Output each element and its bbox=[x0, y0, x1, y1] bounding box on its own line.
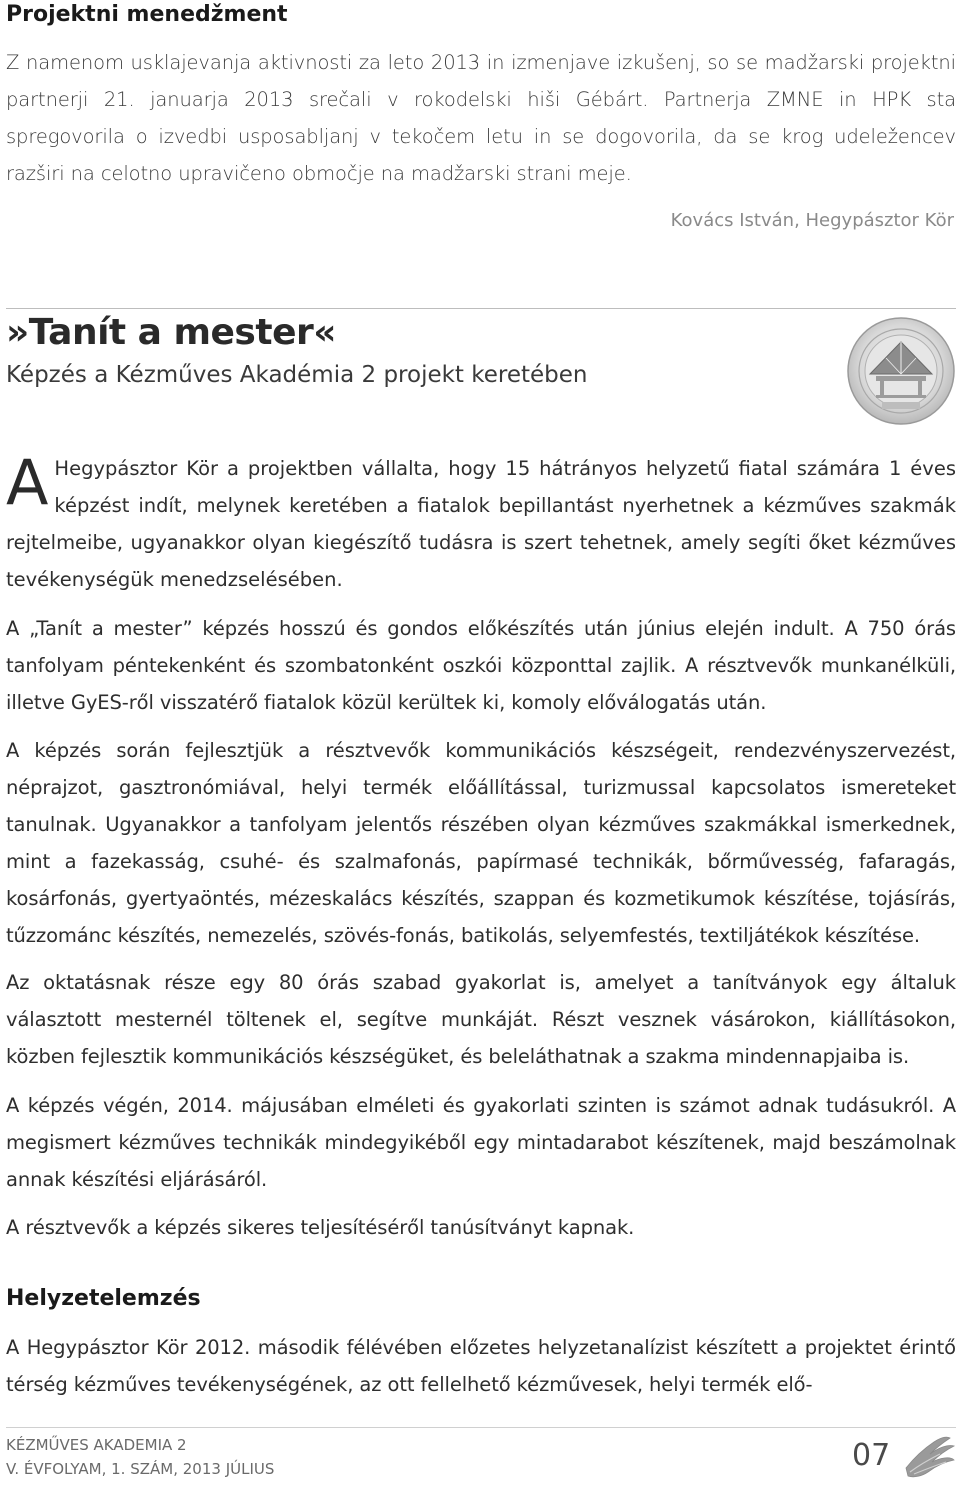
article-intro bbox=[6, 446, 956, 598]
section3-paragraph: A Hegypásztor Kör 2012. második félévében előzetes helyzetanalízist készített a projektet érintő térség kézműves tevékenységének, az ott fellelhető kézművesek, helyi termék elő- bbox=[6, 1336, 956, 1396]
footer-publication-name: KÉZMŰVES AKADEMIA 2 bbox=[6, 1436, 187, 1454]
footer-publication-info bbox=[6, 1433, 274, 1481]
footer-issue: V. ÉVFOLYAM, 1. SZÁM, 2013 JÚLIUS bbox=[6, 1460, 275, 1478]
article-paragraph-3: Az oktatásnak része egy 80 órás szabad gyakorlat is, amelyet a tanítványok egy általuk választott mesternél töltenek el, segítve munkáját. Részt vesznek vásárokon, kiállításokon, közben fejlesztik kommunikációs készségüket, és beleláthatnak a szakma mindennapjaiba is. bbox=[6, 971, 956, 1068]
page-number: 07 bbox=[852, 1438, 891, 1473]
article-title: »Tanít a mester« bbox=[6, 312, 336, 353]
author-credit: Kovács István, Hegypásztor Kör bbox=[670, 210, 954, 231]
dropcap-letter: A bbox=[6, 446, 49, 519]
section1-paragraph: Z namenom usklajevanja aktivnosti za leto 2013 in izmenjave izkušenj, so se madžarski projektni partnerji 21. januarja 2013 srečali v rokodelski hiši Gébárt. Partnerja ZMNE in HPK sta spregovorila o izvedbi usposabljanj v tekočem letu in se dogovorila, da se krog udeležencev razširi na celotno upravičeno območje na madžarski strani meje. bbox=[6, 51, 956, 185]
article-paragraph-2: A képzés során fejlesztjük a résztvevők kommunikációs készségeit, rendezvényszervezést, néprajzot, gasztronómiával, helyi termék előállítással, turizmussal kapcsolatos ismereteket tanulnak. Ugyanakkor a tanfolyam jelentős részében olyan kézműves szakmákkal ismerkednek, mint a fazekasság, csuhé- és szalmafonás, papírmasé technikák, bőrművesség, fafaragás, kosárfonás, gyertyaöntés, mézeskalács készítés, szappan és kozmetikumok készítése, tojásírás, tűzzománc készítés, nemezelés, szövés-fonás, batikolás, selyemfestés, textiljátékok készítése. bbox=[6, 739, 956, 947]
section-title-helyzetelemzes: Helyzetelemzés bbox=[6, 1286, 201, 1311]
article-paragraph-4: A képzés végén, 2014. májusában elméleti és gyakorlati szinten is számot adnak tudásukról. A megismert kézműves technikák mindegyikéből egy mintadarabot készítenek, majd beszámolnak annak készítési eljárásáról. bbox=[6, 1094, 956, 1191]
article-intro-text: Hegypásztor Kör a projektben vállalta, hogy 15 hátrányos helyzetű fiatal számára 1 éves képzést indít, melynek keretében a fiatalok bepillantást nyerhetnek a kézműves szakmák rejtelmeibe, ugyanakkor olyan kiegészítő tudásra is szert tehetnek, amely segíti őket kézműves tevékenységük menedzselésében. bbox=[6, 457, 956, 591]
seal-icon bbox=[846, 316, 956, 426]
section-divider bbox=[6, 308, 956, 309]
article-subtitle: Képzés a Kézműves Akadémia 2 projekt keretében bbox=[6, 362, 588, 388]
hand-logo-icon bbox=[900, 1428, 958, 1482]
article-paragraph-5: A résztvevők a képzés sikeres teljesítéséről tanúsítványt kapnak. bbox=[6, 1216, 635, 1239]
article-paragraph-1: A „Tanít a mester” képzés hosszú és gondos előkészítés után június elején indult. A 750 órás tanfolyam péntekenként és szombatonként oszkói központtal zajlik. A résztvevők munkanélküli, illetve GyES-ről visszatérő fiatalok közül kerültek ki, komoly előválogatás után. bbox=[6, 617, 956, 714]
footer-divider bbox=[6, 1427, 956, 1428]
section-title-projektni-menedzment: Projektni menedžment bbox=[6, 2, 288, 27]
